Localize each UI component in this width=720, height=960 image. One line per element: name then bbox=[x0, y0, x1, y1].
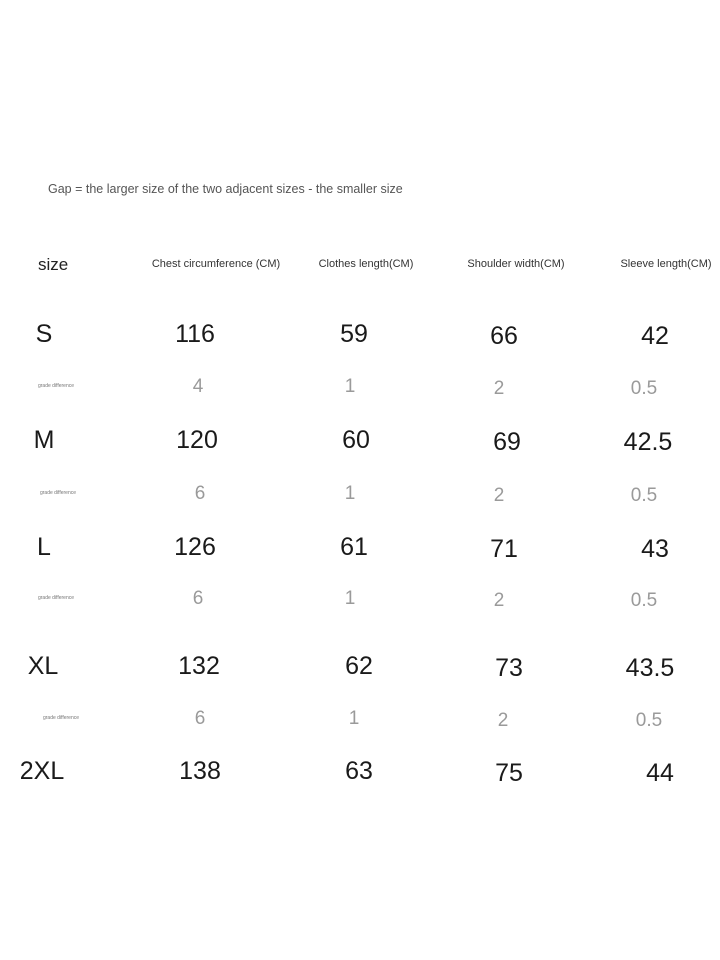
size-label: L bbox=[37, 533, 51, 561]
shoulder-grade-value: 2 bbox=[497, 710, 509, 731]
sleeve-grade-value: 0.5 bbox=[630, 485, 658, 506]
chest-grade-value: 6 bbox=[194, 708, 206, 729]
chest-value: 138 bbox=[179, 757, 221, 785]
grade-difference-label: grade difference bbox=[37, 383, 75, 389]
chest-value: 120 bbox=[176, 426, 218, 454]
shoulder-grade-value: 2 bbox=[493, 485, 505, 506]
shoulder-value: 69 bbox=[493, 428, 521, 456]
grade-difference-label: grade difference bbox=[39, 490, 77, 496]
sleeve-value: 43.5 bbox=[625, 654, 675, 682]
shoulder-grade-value: 2 bbox=[493, 590, 505, 611]
gap-note: Gap = the larger size of the two adjacent sizes - the smaller size bbox=[48, 182, 403, 196]
length-value: 60 bbox=[342, 426, 370, 454]
shoulder-value: 73 bbox=[495, 654, 523, 682]
sleeve-value: 42.5 bbox=[623, 428, 673, 456]
header-chest: Chest circumference (CM) bbox=[151, 258, 281, 270]
size-label: S bbox=[35, 320, 53, 348]
size-label: XL bbox=[27, 652, 59, 680]
shoulder-grade-value: 2 bbox=[493, 378, 505, 399]
shoulder-value: 66 bbox=[490, 322, 518, 350]
grade-difference-label: grade difference bbox=[37, 595, 75, 601]
length-grade-value: 1 bbox=[344, 376, 356, 397]
length-value: 63 bbox=[345, 757, 373, 785]
header-sleeve-length: Sleeve length(CM) bbox=[620, 258, 712, 270]
length-grade-value: 1 bbox=[344, 483, 356, 504]
chest-value: 116 bbox=[175, 320, 215, 348]
sleeve-grade-value: 0.5 bbox=[630, 590, 658, 611]
chest-grade-value: 6 bbox=[194, 483, 206, 504]
size-label: 2XL bbox=[19, 757, 65, 785]
sleeve-value: 42 bbox=[641, 322, 669, 350]
sleeve-grade-value: 0.5 bbox=[635, 710, 663, 731]
grade-difference-label: grade difference bbox=[42, 715, 80, 721]
chest-value: 132 bbox=[178, 652, 220, 680]
header-size: size bbox=[38, 255, 69, 274]
sleeve-value: 44 bbox=[646, 759, 674, 787]
shoulder-value: 71 bbox=[490, 535, 518, 563]
length-value: 59 bbox=[340, 320, 368, 348]
header-clothes-length: Clothes length(CM) bbox=[318, 258, 414, 270]
chest-grade-value: 4 bbox=[192, 376, 204, 397]
sleeve-grade-value: 0.5 bbox=[630, 378, 658, 399]
chest-grade-value: 6 bbox=[192, 588, 204, 609]
length-value: 62 bbox=[345, 652, 373, 680]
header-shoulder-width: Shoulder width(CM) bbox=[467, 258, 565, 270]
shoulder-value: 75 bbox=[495, 759, 523, 787]
size-label: M bbox=[33, 426, 55, 454]
chest-value: 126 bbox=[174, 533, 216, 561]
length-grade-value: 1 bbox=[344, 588, 356, 609]
sleeve-value: 43 bbox=[641, 535, 669, 563]
length-value: 61 bbox=[340, 533, 368, 561]
length-grade-value: 1 bbox=[348, 708, 360, 729]
